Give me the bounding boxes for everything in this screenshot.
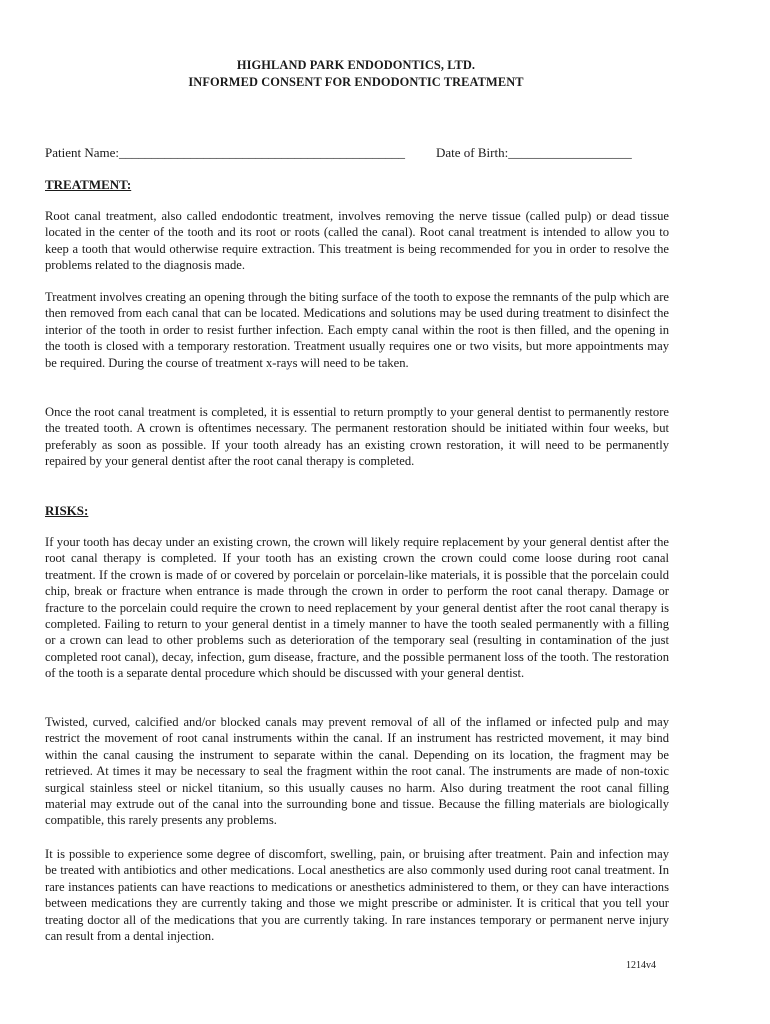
date-of-birth-field[interactable]: Date of Birth:___________________ — [436, 145, 632, 160]
patient-name-field[interactable]: Patient Name:____________________________________________ — [45, 145, 406, 160]
risks-heading: RISKS: — [45, 503, 89, 518]
treatment-heading: TREATMENT: — [45, 177, 132, 192]
form-version-code: 1214v4 — [626, 960, 656, 971]
document-title: INFORMED CONSENT FOR ENDODONTIC TREATMENT — [188, 75, 524, 89]
risks-paragraph-1: If your tooth has decay under an existing crown, the crown will likely require replacement by your general dentist after the root canal therapy is completed. If your tooth has an existing crown the crown could come loose during root canal treatment. If the crown is made of or covered by porcelain or porcelain-like materials, it is possible that the porcelain could chip, break or fracture when entrance is made through the crown in order to perform the root canal therapy. Damage or fracture to the porcelain could require the crown to need replacement by your general dentist after the root canal therapy is completed. Failing to return to your general dentist in a timely manner to have the tooth sealed permanently with a filling or a crown can lead to other problems such as deterioration of the temporary seal (resulting in contamination of the just completed root canal), decay, infection, gum disease, fracture, and the possible permanent loss of the tooth. The restoration of the tooth is a separate dental procedure which should be discussed with your general dentist. — [45, 535, 669, 681]
treatment-paragraph-1: Root canal treatment, also called endodontic treatment, involves removing the nerve tissue (called pulp) or dead tissue located in the center of the tooth and its root or roots (called the canal). Root canal treatment is intended to allow you to keep a tooth that would otherwise require extraction. This treatment is being recommended for you in order to resolve the problems related to the diagnosis made. — [45, 209, 669, 273]
treatment-paragraph-2: Treatment involves creating an opening through the biting surface of the tooth to expose the remnants of the pulp which are then removed from each canal that can be located. Medications and solutions may be used during treatment to disinfect the interior of the tooth in order to resist further infection. Each empty canal within the root is then filled, and the opening in the tooth is closed with a temporary restoration. Treatment usually requires one or two visits, but more appointments may be required. During the course of treatment x-rays will need to be taken. — [45, 290, 669, 370]
document-header — [0, 57, 712, 91]
practice-name: HIGHLAND PARK ENDODONTICS, LTD. — [236, 58, 476, 72]
risks-paragraph-2: Twisted, curved, calcified and/or blocked canals may prevent removal of all of the inflamed or infected pulp and may restrict the movement of root canal instruments within the canal. If an instrument has restricted movement, it may bind within the canal causing the instrument to separate within the canal. Depending on its location, the fragment may be retrieved. At times it may be necessary to seal the fragment within the root canal. The instruments are made of non-toxic surgical stainless steel or nickel titanium, so this usually causes no harm. Also during treatment the root canal filling material may extrude out of the canal into the surrounding bone and tissue. Because the filling materials are biologically compatible, this rarely presents any problems. — [45, 715, 669, 828]
risks-paragraph-3: It is possible to experience some degree of discomfort, swelling, pain, or bruising after treatment. Pain and infection may be treated with antibiotics and other medications. Local anesthetics are also commonly used during root canal treatment. In rare instances patients can have reactions to medications or anesthetics administered to them, or they can have interactions between medications they are currently taking and those we might prescribe or administer. It is critical that you tell your treating doctor all of the medications that you are currently taking. In rare instances temporary or permanent nerve injury can result from a dental injection. — [45, 847, 669, 944]
treatment-paragraph-3: Once the root canal treatment is completed, it is essential to return promptly to your general dentist to permanently restore the treated tooth. A crown is oftentimes necessary. The permanent restoration should be initiated within four weeks, but preferably as soon as possible. If your tooth already has an existing crown restoration, it will need to be permanently repaired by your general dentist after the root canal therapy is completed. — [45, 405, 669, 469]
patient-info-row — [45, 144, 685, 161]
